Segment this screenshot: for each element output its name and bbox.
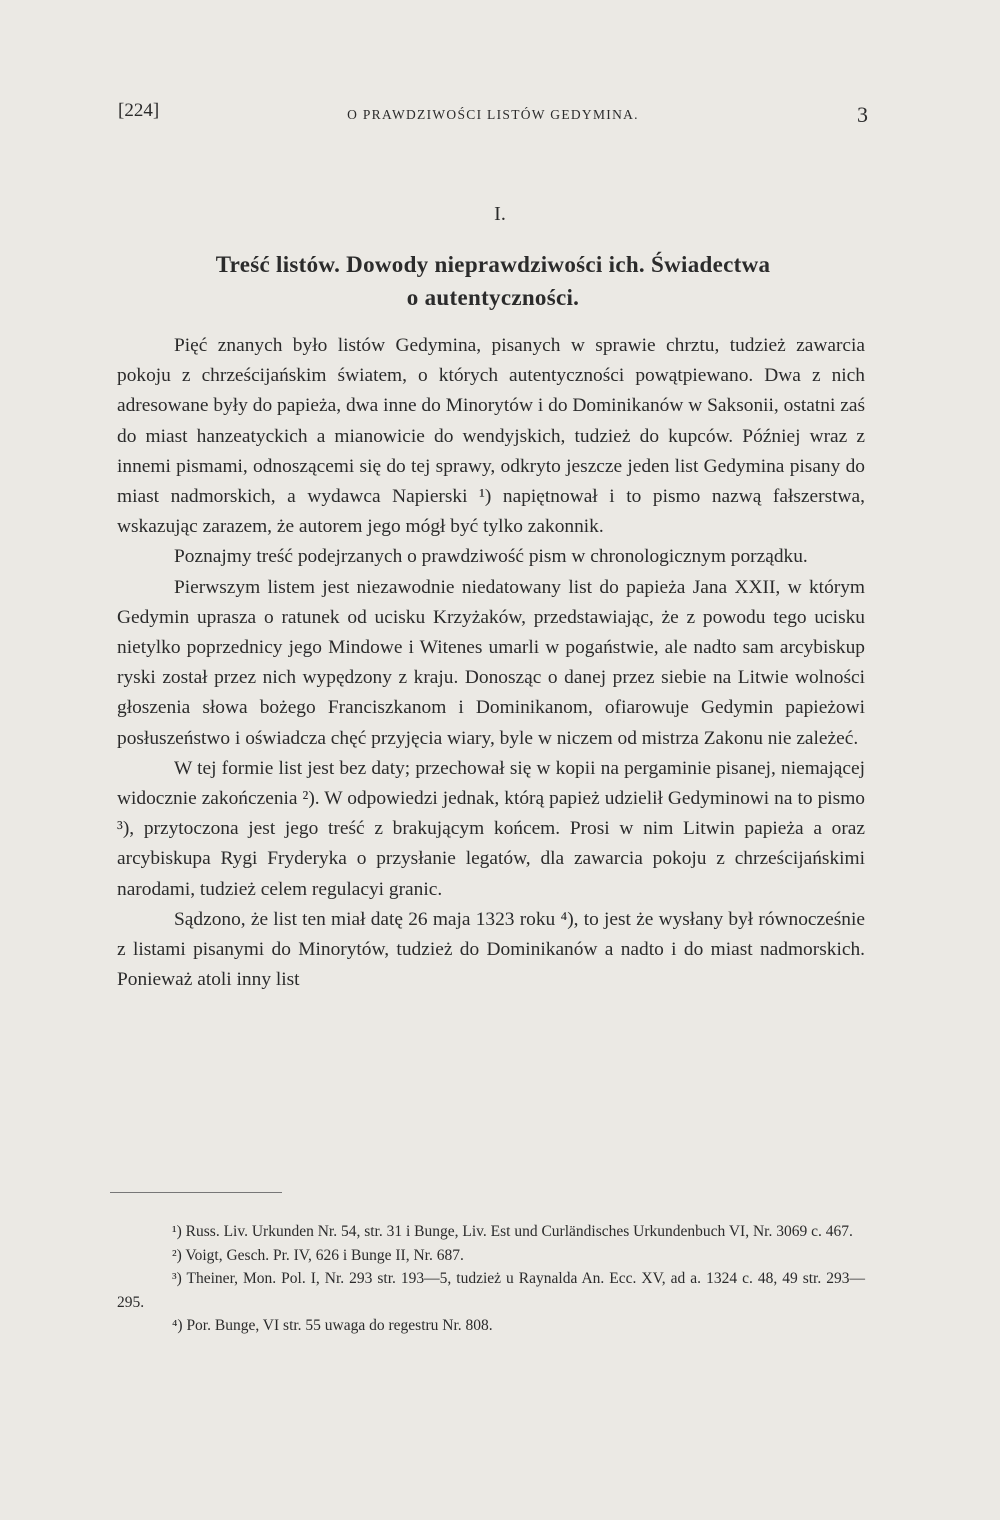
footnote: ²) Voigt, Gesch. Pr. IV, 626 i Bunge II, Nr. 687. [172,1246,464,1264]
paragraph: Poznajmy treść podejrzanych o prawdziwość pism w chronologicznym porządku. [174,546,808,568]
footnote: ¹) Russ. Liv. Urkunden Nr. 54, str. 31 i Bunge, Liv. Est und Curländisches Urkundenbuch VI, Nr. 3069 c. 467. [172,1223,853,1240]
paragraph: Pięć znanych było listów Gedymina, pisanych w sprawie chrztu, tudzież zawarcia pokoju z chrześcijańskim światem, o których autentyczności powątpiewano. Dwa z nich adresowane były do papieża, dwa inne do Minorytów i do Dominikanów w Saksonii, ostatni zaś do miast hanzeatyckich a mianowicie do wendyjskich, tudzież do kupców. Później wraz z innemi pismami, odnoszącemi się do tej sprawy, odkryto jeszcze jeden list Gedymina pisany do miast nadmorskich, a wydawca Napierski ¹) napiętnował i to pismo nazwą fałszerstwa, wskazując zarazem, że autorem jego mógł być tylko zakonnik. [117,335,865,538]
paragraph: Sądzono, że list ten miał datę 26 maja 1323 roku ⁴), to jest że wysłany był równocześnie z listami pisanymi do Minorytów, tudzież do Dominikanów a nadto i do miast nadmorskich. Ponieważ atoli inny list [117,908,865,991]
footnote: ³) Theiner, Mon. Pol. I, Nr. 293 str. 193—5, tudzież u Raynalda An. Ecc. XV, ad a. 1324 c. 48, 49 str. 293—295. [117,1270,865,1311]
running-title: O PRAWDZIWOŚCI LISTÓW GEDYMINA. [347,107,639,122]
page-number: 3 [857,102,868,127]
paragraph: Pierwszym listem jest niezawodnie niedatowany list do papieża Jana XXII, w którym Gedymin uprasza o ratunek od ucisku Krzyżaków, przedstawiając, że z powodu tego ucisku nietylko poprzednicy jego Mindowe i Witenes umarli w pogaństwie, ale nadto sam arcybiskup ryski został przez nich wypędzony z kraju. Donosząc o danej przez siebie na Litwie wolności głoszenia słowa bożego Franciszkanom i Dominikanom, ofiarowuje Gedymin papieżowi posłuszeństwo i oświadcza chęć przyjęcia wiary, byle w niczem od mistrza Zakonu nie zależeć. [117,576,865,749]
body-text [117,331,865,995]
section-title [118,248,868,314]
section-title-line-1: Treść listów. Dowody nieprawdziwości ich. Świadectwa [215,252,771,277]
section-number: I. [494,203,506,225]
footnote-divider [110,1192,282,1193]
running-header [118,100,868,140]
footnotes [117,1220,865,1338]
paragraph: W tej formie list jest bez daty; przechował się w kopii na pergaminie pisanej, niemającej widocznie zakończenia ²). W odpowiedzi jednak, którą papież udzielił Gedyminowi na to pismo ³), przytoczona jest jego treść z brakującym końcem. Prosi w nim Litwin papieża a oraz arcybiskupa Rygi Fryderyka o przysłanie legatów, dla zawarcia pokoju z chrześcijańskimi narodami, tudzież celem regulacyi granic. [117,757,865,900]
page-reference: [224] [118,100,160,121]
section-title-line-2: o autentyczności. [406,285,580,310]
footnote: ⁴) Por. Bunge, VI str. 55 uwaga do regestru Nr. 808. [172,1317,493,1334]
